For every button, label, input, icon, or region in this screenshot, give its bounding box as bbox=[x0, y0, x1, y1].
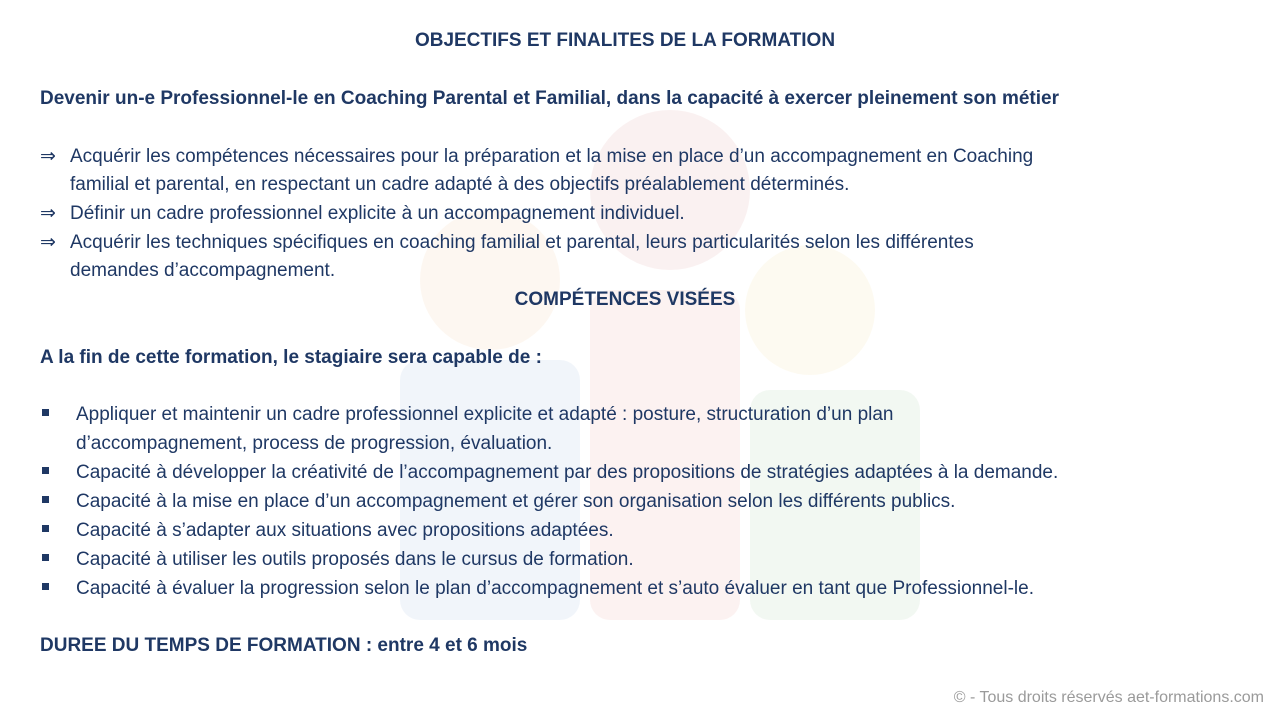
objectives-subtitle: Devenir un-e Professionnel-le en Coaching Parental et Familial, dans la capacité à exercer pleinement son métier bbox=[40, 88, 1059, 109]
competences-intro: A la fin de cette formation, le stagiaire sera capable de : bbox=[40, 347, 542, 368]
double-arrow-right-icon: ⇒ bbox=[40, 232, 56, 253]
square-bullet-icon bbox=[42, 409, 49, 416]
double-arrow-right-icon: ⇒ bbox=[40, 146, 56, 167]
square-bullet-icon bbox=[42, 496, 49, 503]
objective-item-continuation: demandes d’accompagnement. bbox=[70, 260, 336, 281]
copyright-footer: © - Tous droits réservés aet-formations.com bbox=[953, 689, 1264, 706]
competences-title: COMPÉTENCES VISÉES bbox=[514, 289, 736, 310]
competence-item: Capacité à évaluer la progression selon le plan d’accompagnement et s’auto évaluer en tant que Professionnel-le. bbox=[76, 578, 1034, 599]
duration-statement: DUREE DU TEMPS DE FORMATION : entre 4 et 6 mois bbox=[40, 635, 528, 656]
objective-item: Acquérir les techniques spécifiques en coaching familial et parental, leurs particularités selon les différentes bbox=[70, 232, 974, 253]
square-bullet-icon bbox=[42, 467, 49, 474]
competence-item: Capacité à utiliser les outils proposés dans le cursus de formation. bbox=[76, 549, 634, 570]
double-arrow-right-icon: ⇒ bbox=[40, 203, 56, 224]
competence-item: Appliquer et maintenir un cadre professionnel explicite et adapté : posture, structuration d’un plan bbox=[76, 404, 894, 425]
competence-item: Capacité à s’adapter aux situations avec propositions adaptées. bbox=[76, 520, 614, 541]
square-bullet-icon bbox=[42, 583, 49, 590]
competence-item: Capacité à la mise en place d’un accompagnement et gérer son organisation selon les différents publics. bbox=[76, 491, 956, 512]
objective-item: Définir un cadre professionnel explicite à un accompagnement individuel. bbox=[70, 203, 685, 224]
objectives-title: OBJECTIFS ET FINALITES DE LA FORMATION bbox=[414, 30, 836, 51]
square-bullet-icon bbox=[42, 525, 49, 532]
square-bullet-icon bbox=[42, 554, 49, 561]
objective-item-continuation: familial et parental, en respectant un cadre adapté à des objectifs préalablement déterminés. bbox=[70, 174, 850, 195]
competence-item: Capacité à développer la créativité de l’accompagnement par des propositions de stratégies adaptées à la demande. bbox=[76, 462, 1059, 483]
competence-item-continuation: d’accompagnement, process de progression, évaluation. bbox=[76, 433, 553, 454]
objective-item: Acquérir les compétences nécessaires pour la préparation et la mise en place d’un accompagnement en Coaching bbox=[70, 146, 1034, 167]
